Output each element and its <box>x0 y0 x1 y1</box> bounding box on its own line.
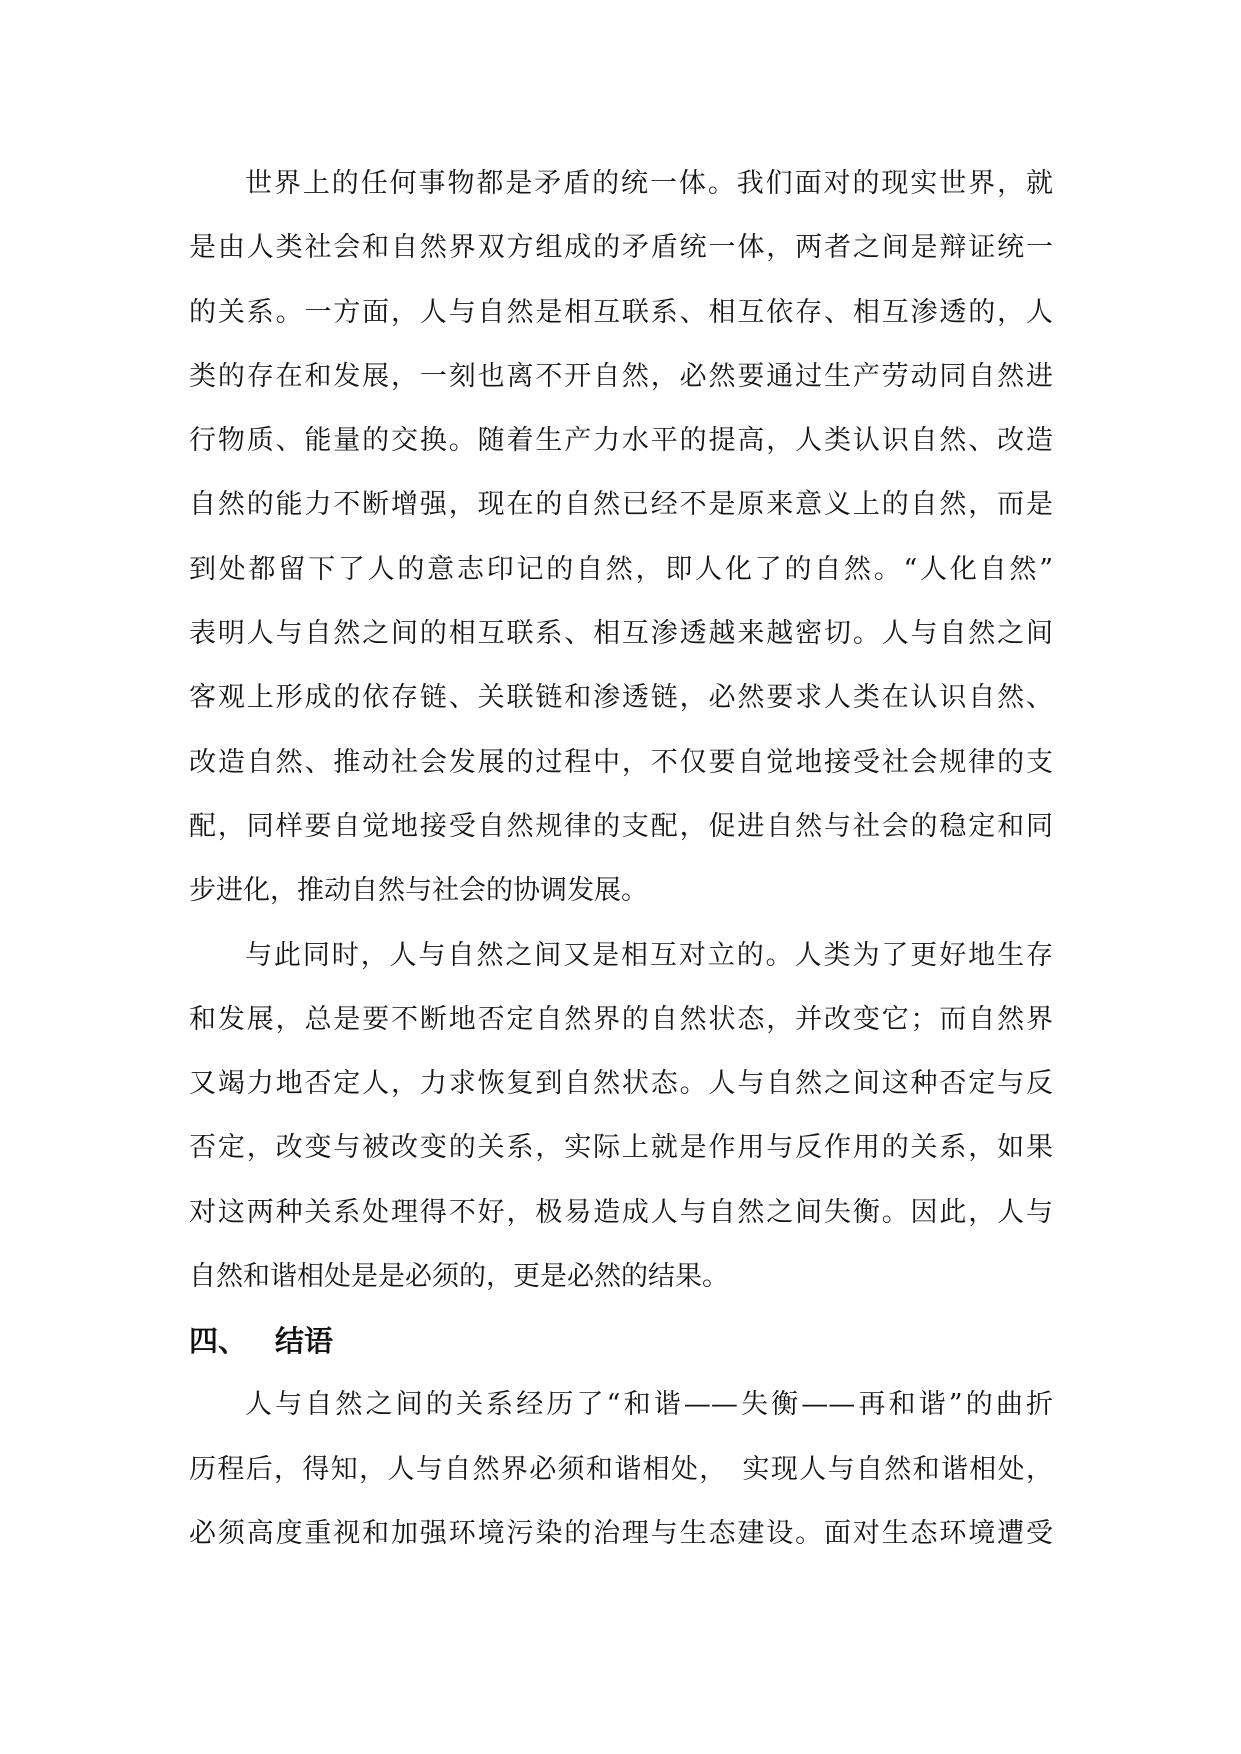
paragraph-line: 客观上形成的依存链、关联链和渗透链，必然要求人类在认识自然、 <box>189 682 1053 714</box>
paragraph-line: 和发展，总是要不断地否定自然界的自然状态，并改变它；而自然界 <box>189 1003 1053 1035</box>
section-heading-conclusion <box>189 1309 1053 1373</box>
paragraph-line: 人与自然之间的关系经历了“和谐——失衡——再和谐”的曲折 <box>245 1389 1053 1421</box>
paragraph-line: 到处都留下了人的意志印记的自然，即人化了的自然。“人化自然” <box>189 553 1053 585</box>
paragraph-line: 又竭力地否定人，力求恢复到自然状态。人与自然之间这种否定与反 <box>189 1068 1053 1100</box>
paragraph-line: 自然的能力不断增强，现在的自然已经不是原来意义上的自然，而是 <box>189 489 1053 521</box>
paragraph-conclusion <box>189 1373 1053 1566</box>
paragraph-line: 表明人与自然之间的相互联系、相互渗透越来越密切。人与自然之间 <box>189 618 1053 650</box>
paragraph-dialectical-unity <box>189 152 1053 924</box>
paragraph-line: 对这两种关系处理得不好，极易造成人与自然之间失衡。因此，人与 <box>189 1196 1053 1228</box>
paragraph-opposition <box>189 924 1053 1310</box>
paragraph-line: 必须高度重视和加强环境污染的治理与生态建设。面对生态环境遭受 <box>189 1517 1053 1549</box>
paragraph-line: 行物质、能量的交换。随着生产力水平的提高，人类认识自然、改造 <box>189 425 1053 457</box>
paragraph-line: 世界上的任何事物都是矛盾的统一体。我们面对的现实世界，就 <box>245 168 1053 199</box>
paragraph-line: 否定，改变与被改变的关系，实际上就是作用与反作用的关系，如果 <box>189 1132 1053 1164</box>
paragraph-line: 配，同样要自觉地接受自然规律的支配，促进自然与社会的稳定和同 <box>189 810 1053 842</box>
paragraph-line: 与此同时，人与自然之间又是相互对立的。人类为了更好地生存 <box>245 939 1053 971</box>
paragraph-line: 的关系。一方面，人与自然是相互联系、相互依存、相互渗透的，人 <box>189 296 1053 328</box>
paragraph-line: 类的存在和发展，一刻也离不开自然，必然要通过生产劳动同自然进 <box>189 360 1053 392</box>
paragraph-line: 步进化，推动自然与社会的协调发展。 <box>189 875 648 907</box>
paragraph-line: 历程后，得知，人与自然界必须和谐相处， 实现人与自然和谐相处， <box>189 1453 1053 1485</box>
section-number: 四、 <box>189 1324 248 1359</box>
paragraph-line: 自然和谐相处是是必须的，更是必然的结果。 <box>189 1261 729 1293</box>
document-body <box>189 152 1053 1566</box>
section-title: 结语 <box>275 1324 334 1359</box>
paragraph-line: 是由人类社会和自然界双方组成的矛盾统一体，两者之间是辩证统一 <box>189 232 1053 264</box>
paragraph-line: 改造自然、推动社会发展的过程中，不仅要自觉地接受社会规律的支 <box>189 746 1053 778</box>
